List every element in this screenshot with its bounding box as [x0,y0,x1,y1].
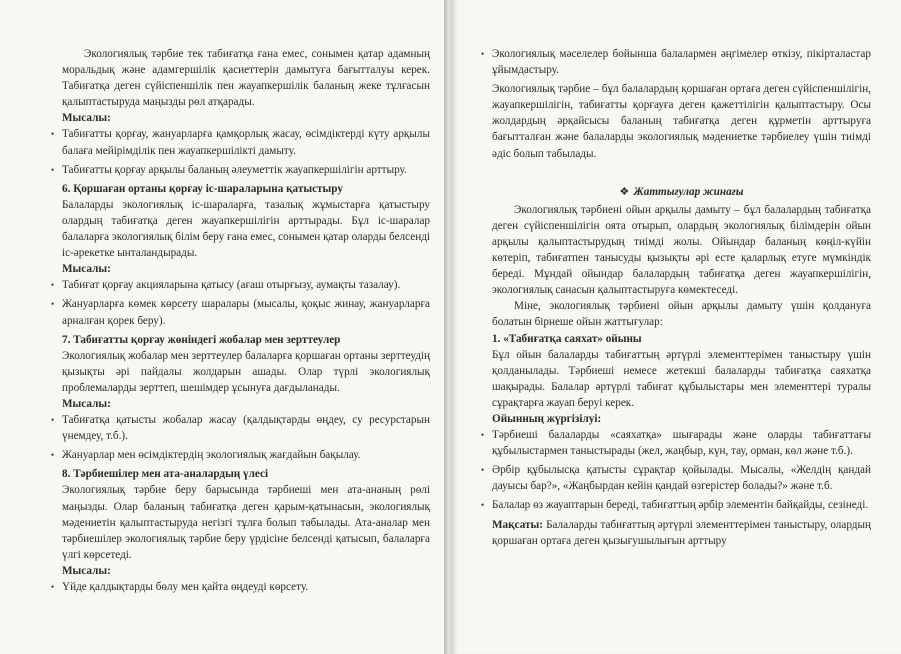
purpose-paragraph [492,517,871,549]
bullet-icon: • [481,465,485,476]
examples-label: Мысалы: [62,263,111,276]
bullet-icon: • [51,129,55,140]
list-item: • Табиғатқа қатысты жобалар жасау (қалдықтарды өңдеу, су ресурстарын үнемдеу, т.б.). [51,414,430,443]
process-label: Ойынның жүргізілуі: [492,412,602,425]
book-gutter [444,0,452,654]
bullet-icon: • [51,450,55,461]
examples-list-3 [51,412,430,463]
games-list-intro: Міне, экологиялық тәрбиені ойын арқылы дамыту үшін қолдануға болатын бірнеше ойын жаттығулар: [492,300,871,329]
examples-label: Мысалы: [62,397,111,410]
section-7-heading: 7. Табиғатты қорғау жөніндегі жобалар мен зерттеулер [62,333,341,346]
section-6-heading: 6. Қоршаған ортаны қорғау іс-шараларына қатыстыру [62,182,343,195]
right-page [452,0,901,654]
left-page [0,0,444,654]
list-item: • Табиғатты қорғау, жануарларға қамқорлық жасау, өсімдіктерді күту арқылы балаға мейірімділік пен жауапкершілікті дамыту. [51,128,430,157]
bullet-icon: • [481,500,485,511]
diamond-icon: ❖ [619,185,630,198]
bullet-icon: • [481,430,485,441]
examples-list-4 [51,579,430,595]
bullet-icon: • [51,299,55,310]
list-item: • Балалар өз жауаптарын береді, табиғаттың әрбір элементін байқайды, сезінеді. [492,497,871,513]
intro-paragraph: Экологиялық тәрбие тек табиғатқа ғана емес, сонымен қатар адамның моральдық және адамгершілік қасиеттерін дамытуға бағытталуы керек. Табиғатқа деген сүйіспеншілік пен жауапкершілік баланың жеке тұлғасын қалыптастыруда маңызды рөл атқарады. [62,48,430,109]
list-item: • Үйде қалдықтарды бөлу мен қайта өңдеуді көрсету. [62,579,430,595]
list-item: • Жануарлар мен өсімдіктердің экологиялық жағдайын бақылау. [62,447,430,463]
section-8-heading: 8. Тәрбиешілер мен ата-аналардың үлесі [62,468,269,481]
top-bullet-list [481,46,871,78]
list-item: • Тәрбиеші балаларды «саяхатқа» шығарады және оларды табиғаттағы құбылыстармен таныстырады (жел, жаңбыр, күн, тау, орман, көл және т.б.). [481,429,871,458]
games-heading: ❖ Жаттығулар жинағы [619,185,744,198]
bullet-icon: • [481,49,485,59]
examples-list-1 [51,126,430,177]
section-8-paragraph: Экологиялық тәрбие беру барысында тәрбиеші мен ата-ананың рөлі маңызды. Олар баланың табиғатқа деген қарым-қатынасын, экологиялық мәдениетін қалыптастыруда негізгі тұлға болып табылады. Ата-аналар мен тәрбиешілер экологиялық тәрбие беру үрдісіне белсенді қатысып, балаларға үлгі көрсетеді. [62,484,430,561]
list-item: • Жануарларға көмек көрсету шаралары (мысалы, қоқыс жинау, жануарларға арналған қорек беру). [51,298,430,327]
examples-label: Мысалы: [62,564,111,577]
examples-list-2 [51,277,430,328]
list-item: • Табиғатты қорғау арқылы баланың әлеуметтік жауапкершілігін арттыру. [62,162,430,178]
game-1-heading: 1. «Табиғатқа саяхат» ойыны [492,332,642,345]
games-intro-paragraph: Экологиялық тәрбиені ойын арқылы дамыту – бұл балалардың табиғатқа деген сүйіспеншілігін оята отырып, олардың экологиялық білімдерін ойын арқылы қалыптастырудың тиімді жолы. Ойындар баланың көңіл-күйін көтеріп, табиғатпен танысуды қызықты әрі есте қаларлық етуге мүмкіндік береді. Мұндай ойындар балалардың табиғатқа деген жауапкершілігін, экологиялық санасын қалыптастыруға көмектеседі. [492,203,871,297]
section-6-paragraph: Балаларды экологиялық іс-шараларға, тазалық жұмыстарға қатыстыру олардың табиғатқа деген жауапкершілігін арттырады. Бұл іс-шаралар балаларға экологиялық білім беру ғана емес, сонымен қатар оларды белсенді іс-әрекетке ынталандырады. [62,198,430,260]
process-steps-list [481,427,871,513]
bullet-icon: • [51,280,55,291]
purpose-text: Балаларды табиғаттың әртүрлі элементтерімен таныстыру, олардың қоршаған ортаға деген қызығушылығын арттыру [492,518,871,547]
section-7-paragraph: Экологиялық жобалар мен зерттеулер балаларға қоршаған ортаны зерттеудің қызықты әрі пайдалы жолдарын ашады. Олар түрлі экологиялық проблемаларды зерттеп, шешімдер ұсынуға дағдыланады. [62,349,430,394]
list-item: • Экологиялық мәселелер бойынша балалармен әңгімелер өткізу, пікірталастар ұйымдастыру. [481,48,871,77]
list-item: • Әрбір құбылысқа қатысты сұрақтар қойылады. Мысалы, «Желдің қандай дауысы бар?», «Жаңбырдан кейін қандай өзгерістер болады?» және т.б. [481,464,871,493]
summary-paragraph: Экологиялық тәрбие – бұл балалардың қоршаған ортаға деген сүйіспеншілігін, жауапкершілігін, табиғатты қорғауға деген қажеттілігін қалыптастыру. Осы жолдардың әрқайсысы баланың табиғатқа деген құрметін арттыруға бағытталған және балаларды экологиялық мәдениетке тәрбиелеу үшін тиімді әдіс болып табылады. [492,83,871,160]
examples-label: Мысалы: [62,112,111,125]
bullet-icon: • [51,415,55,426]
purpose-label: Мақсаты: [492,518,543,531]
bullet-icon: • [51,164,55,175]
game-1-paragraph: Бұл ойын балаларды табиғаттың әртүрлі элементтерімен таныстыру үшін қолданылады. Тәрбиеші немесе жетекші балаларды табиғатқа саяхатқа шақырады. Балалар әртүрлі табиғат құбылыстары мен элементтері туралы сұрақтарға жауап беруі керек. [492,348,871,409]
bullet-icon: • [51,582,55,592]
list-item: • Табиғат қорғау акцияларына қатысу (ағаш отырғызу, аумақты тазалау). [62,277,430,293]
